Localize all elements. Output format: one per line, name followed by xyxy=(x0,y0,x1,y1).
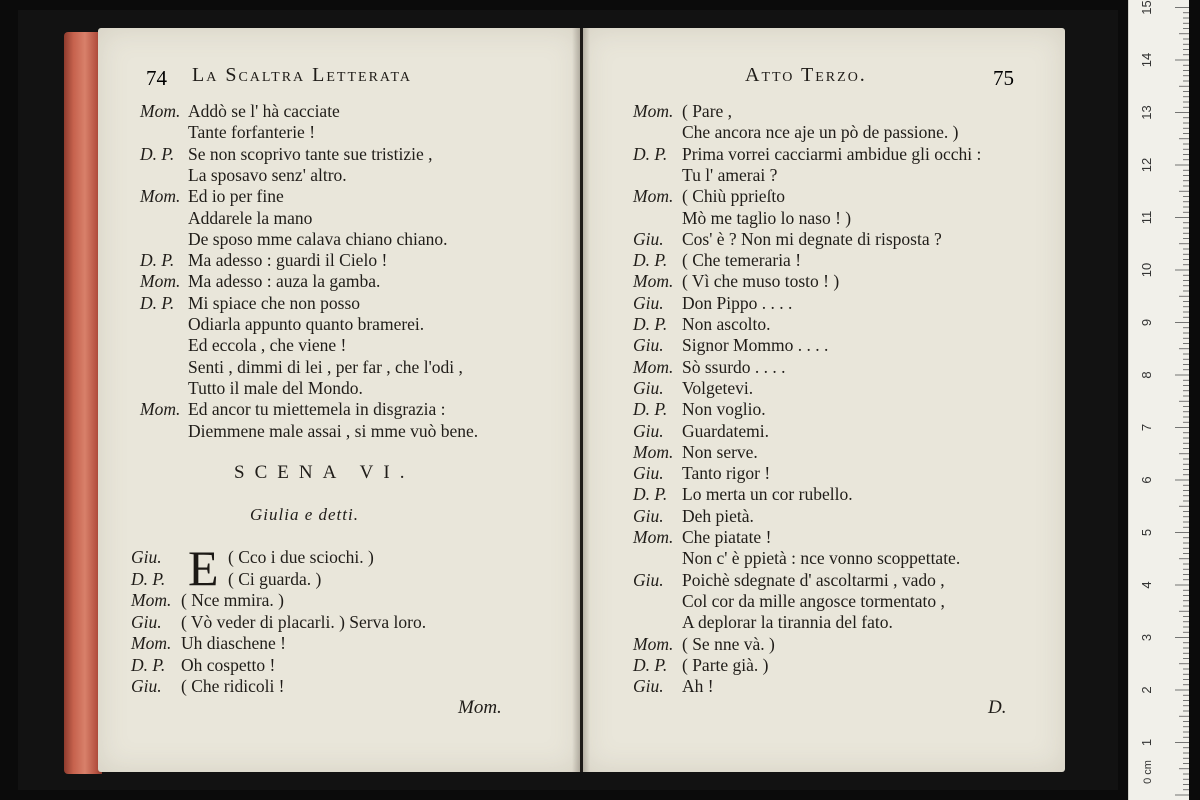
speaker-name: D. P. xyxy=(140,143,175,164)
ruler-number: 10 xyxy=(1139,262,1154,278)
speaker-name: Mom. xyxy=(633,186,674,207)
verse-line: Ah ! xyxy=(682,676,714,697)
verse-line: Tutto il male del Mondo. xyxy=(188,377,363,398)
measurement-ruler xyxy=(1128,0,1189,800)
speaker-name: D. P. xyxy=(633,250,668,271)
speaker-name: Mom. xyxy=(633,527,674,547)
speaker-name: Mom. xyxy=(633,356,674,377)
verse-line: Ma adesso : auza la gamba. xyxy=(188,271,381,292)
verse-line: Poichè sdegnate d' ascoltarmi , vado , xyxy=(682,569,945,590)
verse-line: Volgetevi. xyxy=(682,377,754,398)
verse-line: ( Parte già. ) xyxy=(682,654,769,675)
left-page-number: 74 xyxy=(146,66,167,90)
speaker-name: Giu. xyxy=(131,547,162,567)
verse-line: Non serve. xyxy=(682,441,758,462)
ruler-number: 11 xyxy=(1139,210,1154,225)
speaker-name: D. P. xyxy=(633,314,668,334)
verse-line: ( Pare , xyxy=(682,101,733,121)
verse-line: Lo merta un cor rubello. xyxy=(682,484,853,505)
verse-line: Non c' è ppietà : nce vonno scoppettate. xyxy=(682,548,961,569)
verse-line: Mò me taglio lo naso ! ) xyxy=(682,207,852,228)
verse-line: ( Che temeraria ! xyxy=(682,250,802,271)
ruler-number: 7 xyxy=(1139,423,1154,432)
verse-line: La sposavo senz' altro. xyxy=(188,164,347,185)
speaker-name: Mom. xyxy=(633,271,674,292)
ruler-number: 5 xyxy=(1139,528,1154,537)
speaker-name: Giu. xyxy=(633,292,664,313)
verse-line: Tanto rigor ! xyxy=(682,463,771,484)
speaker-name: Mom. xyxy=(140,399,181,420)
ruler-number: 13 xyxy=(1139,105,1154,120)
verse-line: Uh diaschene ! xyxy=(181,633,286,653)
verse-line: Che piatate ! xyxy=(682,527,772,547)
ruler-number: 3 xyxy=(1139,633,1154,642)
ruler-number: 6 xyxy=(1139,476,1154,484)
verse-line: Tu l' amerai ? xyxy=(682,164,778,185)
verse-line: Oh cospetto ! xyxy=(181,654,276,675)
verse-line: A deplorar la tirannia del fato. xyxy=(682,612,893,633)
speaker-name: D. P. xyxy=(131,568,166,589)
speaker-name: Giu. xyxy=(131,676,162,696)
verse-line: Addò se l' hà cacciate xyxy=(188,101,340,121)
verse-line: ( Vò veder di placarli. ) Serva loro. xyxy=(181,611,427,632)
verse-line: ( Chiù pprieſto xyxy=(682,186,786,207)
left-catchword: Mom. xyxy=(458,697,502,718)
speaker-name: D. P. xyxy=(140,292,175,313)
speaker-name: Mom. xyxy=(633,101,674,121)
ruler-scale xyxy=(1129,0,1189,800)
verse-line: Ed eccola , che viene ! xyxy=(188,335,347,356)
right-catchword: D. xyxy=(988,697,1007,718)
left-running-title: La Scaltra Letterata xyxy=(192,64,413,86)
ruler-number: 4 xyxy=(1139,581,1154,589)
speaker-name: Mom. xyxy=(140,101,181,121)
verse-line: Non ascolto. xyxy=(682,314,771,334)
ruler-number: 14 xyxy=(1139,52,1154,68)
verse-line: ( Cco i due sciochi. ) xyxy=(228,547,374,567)
speaker-name: D. P. xyxy=(131,654,166,675)
ruler-number: 9 xyxy=(1139,318,1154,327)
speaker-name: D. P. xyxy=(633,484,668,505)
speaker-name: Giu. xyxy=(633,335,664,356)
verse-line: Che ancora nce aje un pò de passione. ) xyxy=(682,122,959,143)
verse-line: ( Nce mmira. ) xyxy=(181,590,285,610)
ruler-number: 2 xyxy=(1139,686,1154,694)
verse-line: Guardatemi. xyxy=(682,420,769,441)
speaker-name: Giu. xyxy=(633,505,664,526)
verse-line: ( Se nne và. ) xyxy=(682,633,775,654)
speaker-name: D. P. xyxy=(633,399,668,420)
speaker-name: Giu. xyxy=(633,676,664,697)
verse-line: Signor Mommo . . . . xyxy=(682,335,829,356)
speaker-name: D. P. xyxy=(140,250,175,271)
ruler-number: 12 xyxy=(1139,157,1154,173)
speaker-name: Giu. xyxy=(633,377,664,398)
verse-line: Col cor da mille angosce tormentato , xyxy=(682,590,945,611)
ruler-number: 15 xyxy=(1139,0,1154,15)
drop-cap: E xyxy=(188,540,219,596)
right-page-number: 75 xyxy=(993,66,1014,90)
speaker-name: Giu. xyxy=(633,228,664,249)
speaker-name: Mom. xyxy=(633,633,674,654)
scene-heading: SCENA VI. xyxy=(234,462,415,483)
verse-line: ( Ci guarda. ) xyxy=(228,568,322,589)
speaker-name: Giu. xyxy=(633,569,664,590)
verse-line: Ed ancor tu miettemela in disgrazia : xyxy=(188,399,446,420)
verse-line: Diemmene male assai , si mme vuò bene. xyxy=(188,420,479,441)
speaker-name: Mom. xyxy=(140,271,181,292)
speaker-name: Mom. xyxy=(140,186,181,207)
verse-line: ( Vì che muso tosto ! ) xyxy=(682,271,840,292)
speaker-name: D. P. xyxy=(633,143,668,164)
speaker-name: Mom. xyxy=(131,633,172,653)
verse-line: Tante forfanterie ! xyxy=(188,122,316,143)
verse-line: Non voglio. xyxy=(682,399,766,420)
ruler-unit-label: 0 cm xyxy=(1142,760,1154,784)
page-edges xyxy=(64,32,102,774)
book-gutter xyxy=(572,28,590,772)
right-running-title: Atto Terzo. xyxy=(745,64,867,86)
verse-line: Ma adesso : guardi il Cielo ! xyxy=(188,250,388,271)
verse-line: ( Che ridicoli ! xyxy=(181,676,285,696)
speaker-name: Mom. xyxy=(131,590,172,610)
verse-line: Mi spiace che non posso xyxy=(188,292,361,313)
verse-line: Prima vorrei cacciarmi ambidue gli occhi : xyxy=(682,143,982,164)
speaker-name: Giu. xyxy=(633,463,664,484)
verse-line: Senti , dimmi di lei , per far , che l'odi , xyxy=(188,356,463,377)
verse-line: Don Pippo . . . . xyxy=(682,292,793,313)
verse-line: Se non scoprivo tante sue tristizie , xyxy=(188,143,433,164)
verse-line: De sposo mme calava chiano chiano. xyxy=(188,228,448,249)
speaker-name: Giu. xyxy=(633,420,664,441)
stage-direction: Giulia e detti. xyxy=(250,505,359,524)
verse-line: Odiarla appunto quanto bramerei. xyxy=(188,314,425,334)
speaker-name: Giu. xyxy=(131,611,162,632)
ruler-number: 1 xyxy=(1139,738,1154,747)
verse-line: Deh pietà. xyxy=(682,505,754,526)
ruler-number: 8 xyxy=(1139,371,1154,379)
verse-line: Ed io per fine xyxy=(188,186,284,207)
verse-line: Addarele la mano xyxy=(188,207,313,228)
verse-line: Sò ssurdo . . . . xyxy=(682,356,786,377)
verse-line: Cos' è ? Non mi degnate di risposta ? xyxy=(682,228,942,249)
speaker-name: D. P. xyxy=(633,654,668,675)
speaker-name: Mom. xyxy=(633,441,674,462)
